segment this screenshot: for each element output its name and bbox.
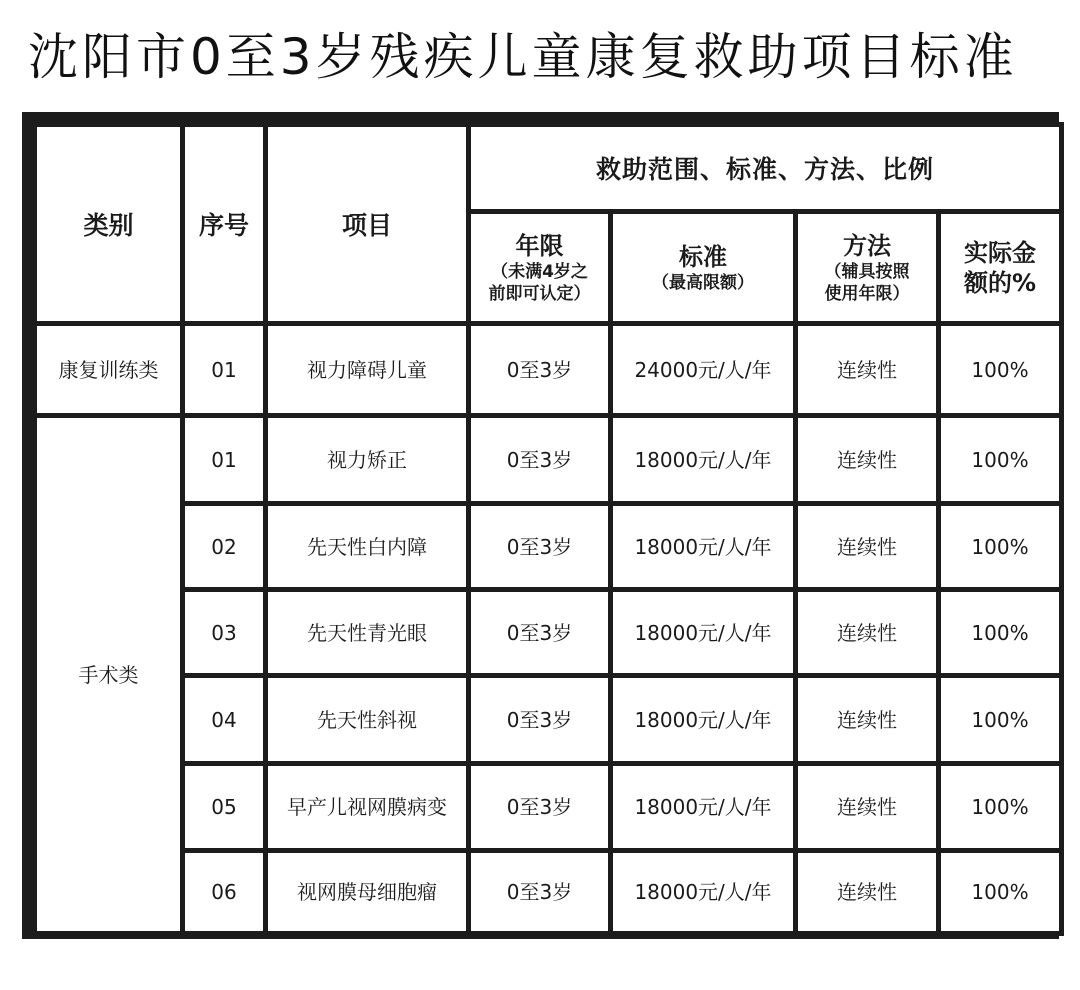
seq-cell: 01 — [183, 416, 266, 504]
standards-table-frame — [22, 112, 1059, 939]
standard-cell: 18000元/人/年 — [611, 504, 796, 590]
standard-cell: 24000元/人/年 — [611, 324, 796, 416]
method-cell: 连续性 — [796, 764, 939, 851]
seq-cell: 02 — [183, 504, 266, 590]
ratio-cell: 100% — [939, 324, 1062, 416]
header-item: 项目 — [266, 125, 469, 324]
item-cell: 先天性青光眼 — [266, 590, 469, 676]
item-cell: 早产儿视网膜病变 — [266, 764, 469, 851]
page-title: 沈阳市0至3岁残疾儿童康复救助项目标准 — [28, 28, 1018, 86]
ratio-cell: 100% — [939, 851, 1062, 934]
age-cell: 0至3岁 — [469, 676, 611, 764]
method-cell: 连续性 — [796, 851, 939, 934]
age-cell: 0至3岁 — [469, 416, 611, 504]
seq-cell: 04 — [183, 676, 266, 764]
standard-cell: 18000元/人/年 — [611, 590, 796, 676]
item-cell: 先天性白内障 — [266, 504, 469, 590]
standard-cell: 18000元/人/年 — [611, 676, 796, 764]
seq-cell: 03 — [183, 590, 266, 676]
age-cell: 0至3岁 — [469, 504, 611, 590]
item-cell: 先天性斜视 — [266, 676, 469, 764]
item-cell: 视网膜母细胞瘤 — [266, 851, 469, 934]
table-row — [35, 504, 1062, 590]
table-row — [35, 676, 1062, 764]
ratio-cell: 100% — [939, 416, 1062, 504]
standards-table — [32, 122, 1064, 936]
age-cell: 0至3岁 — [469, 764, 611, 851]
method-cell: 连续性 — [796, 676, 939, 764]
age-cell: 0至3岁 — [469, 324, 611, 416]
standard-cell: 18000元/人/年 — [611, 764, 796, 851]
method-cell: 连续性 — [796, 504, 939, 590]
table-row — [35, 851, 1062, 934]
header-ratio: 实际金 额的% — [939, 212, 1062, 324]
item-cell: 视力障碍儿童 — [266, 324, 469, 416]
age-cell: 0至3岁 — [469, 590, 611, 676]
table-row — [35, 590, 1062, 676]
method-cell: 连续性 — [796, 416, 939, 504]
header-scope: 救助范围、标准、方法、比例 — [469, 125, 1062, 212]
header-row-top — [35, 125, 1062, 212]
method-cell: 连续性 — [796, 324, 939, 416]
header-age: 年限 （未满4岁之 前即可认定） — [469, 212, 611, 324]
header-category: 类别 — [35, 125, 183, 324]
header-method: 方法 （辅具按照 使用年限） — [796, 212, 939, 324]
seq-cell: 06 — [183, 851, 266, 934]
header-standard: 标准 （最高限额） — [611, 212, 796, 324]
category-cell: 手术类 — [35, 416, 183, 934]
ratio-cell: 100% — [939, 764, 1062, 851]
ratio-cell: 100% — [939, 676, 1062, 764]
seq-cell: 01 — [183, 324, 266, 416]
table-row — [35, 416, 1062, 504]
table-row — [35, 324, 1062, 416]
item-cell: 视力矫正 — [266, 416, 469, 504]
header-seq: 序号 — [183, 125, 266, 324]
standard-cell: 18000元/人/年 — [611, 416, 796, 504]
age-cell: 0至3岁 — [469, 851, 611, 934]
category-cell: 康复训练类 — [35, 324, 183, 416]
seq-cell: 05 — [183, 764, 266, 851]
method-cell: 连续性 — [796, 590, 939, 676]
standard-cell: 18000元/人/年 — [611, 851, 796, 934]
ratio-cell: 100% — [939, 590, 1062, 676]
table-row — [35, 764, 1062, 851]
ratio-cell: 100% — [939, 504, 1062, 590]
